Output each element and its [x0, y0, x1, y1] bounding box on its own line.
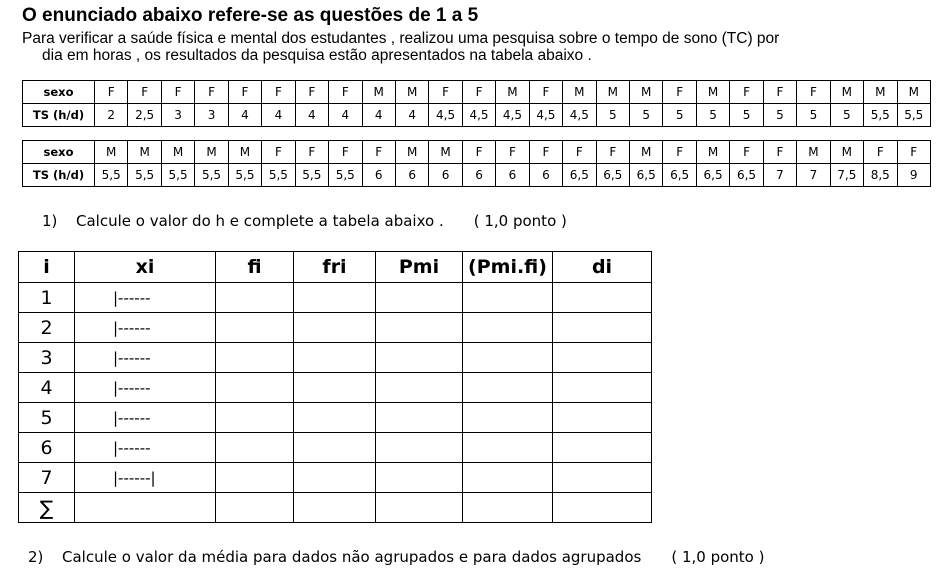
- blank-answer-cell: [216, 403, 294, 433]
- ts-cell: 4,5: [496, 104, 529, 127]
- question-2-number: 2): [28, 548, 44, 566]
- sexo-cell: F: [763, 81, 796, 104]
- ts-cell: 4,5: [462, 104, 495, 127]
- question-1-points: ( 1,0 ponto ): [473, 212, 567, 230]
- sleep-data-table-2: [22, 140, 931, 187]
- blank-answer-cell: [376, 403, 463, 433]
- sexo-cell: M: [95, 141, 128, 164]
- intro-line-2: dia em horas , os resultados da pesquisa estão apresentados na tabela abaixo .: [42, 47, 592, 64]
- sexo-cell: F: [864, 141, 897, 164]
- ts-cell: 2: [95, 104, 128, 127]
- blank-answer-cell: [553, 463, 652, 493]
- class-interval: |------: [75, 403, 216, 433]
- header-fri: fri: [294, 252, 376, 283]
- blank-sum-cell: [294, 493, 376, 523]
- class-interval: |------: [75, 433, 216, 463]
- blank-answer-cell: [216, 283, 294, 313]
- sexo-cell: M: [696, 141, 729, 164]
- blank-answer-cell: [376, 433, 463, 463]
- ts-cell: 5,5: [897, 104, 931, 127]
- blank-answer-cell: [553, 283, 652, 313]
- ts-cell: 4,5: [563, 104, 596, 127]
- ts-cell: 4: [362, 104, 395, 127]
- sexo-cell: M: [630, 81, 663, 104]
- blank-sum-cell: [463, 493, 553, 523]
- sexo-cell: F: [95, 81, 128, 104]
- ts-cell: 5,5: [195, 164, 228, 187]
- header-di: di: [553, 252, 652, 283]
- ts-cell: 6,5: [630, 164, 663, 187]
- blank-sum-cell: [75, 493, 216, 523]
- sexo-cell: F: [663, 141, 696, 164]
- class-index: 2: [19, 313, 75, 343]
- class-index: 7: [19, 463, 75, 493]
- sexo-cell: F: [730, 141, 763, 164]
- class-interval: |------: [75, 313, 216, 343]
- ts-cell: 5,5: [864, 104, 897, 127]
- ts-cell: 6,5: [663, 164, 696, 187]
- ts-cell: 6: [496, 164, 529, 187]
- sexo-cell: F: [262, 81, 295, 104]
- sexo-cell: M: [161, 141, 194, 164]
- sexo-cell: M: [596, 81, 629, 104]
- blank-answer-cell: [376, 343, 463, 373]
- ts-cell: 6,5: [596, 164, 629, 187]
- blank-answer-cell: [463, 283, 553, 313]
- sexo-cell: M: [228, 141, 261, 164]
- blank-answer-cell: [294, 433, 376, 463]
- ts-cell: 9: [897, 164, 931, 187]
- class-row: [19, 373, 652, 403]
- sexo-cell: F: [529, 141, 562, 164]
- sum-symbol: ∑: [19, 493, 75, 523]
- sexo-cell: F: [228, 81, 261, 104]
- blank-answer-cell: [553, 433, 652, 463]
- blank-answer-cell: [216, 463, 294, 493]
- blank-answer-cell: [216, 313, 294, 343]
- sexo-row: [23, 81, 931, 104]
- sexo-cell: F: [496, 141, 529, 164]
- sexo-cell: M: [797, 141, 830, 164]
- sexo-cell: F: [563, 141, 596, 164]
- class-row: [19, 313, 652, 343]
- sexo-cell: M: [897, 81, 931, 104]
- blank-answer-cell: [463, 373, 553, 403]
- ts-cell: 5,5: [128, 164, 161, 187]
- sexo-cell: F: [897, 141, 931, 164]
- sum-row: [19, 493, 652, 523]
- ts-cell: 5: [797, 104, 830, 127]
- frequency-table: [18, 251, 652, 523]
- question-2-text: Calcule o valor da média para dados não agrupados e para dados agrupados: [62, 548, 642, 566]
- class-row: [19, 463, 652, 493]
- sexo-label: sexo: [23, 141, 95, 164]
- sexo-cell: M: [362, 81, 395, 104]
- ts-cell: 5,5: [228, 164, 261, 187]
- sexo-cell: F: [797, 81, 830, 104]
- ts-cell: 5: [696, 104, 729, 127]
- sexo-row: [23, 141, 931, 164]
- ts-cell: 2,5: [128, 104, 161, 127]
- sexo-cell: M: [630, 141, 663, 164]
- sexo-cell: M: [429, 141, 462, 164]
- ts-cell: 4,5: [429, 104, 462, 127]
- sexo-cell: M: [830, 81, 863, 104]
- blank-answer-cell: [294, 343, 376, 373]
- ts-cell: 5: [663, 104, 696, 127]
- blank-answer-cell: [376, 373, 463, 403]
- header-i: i: [19, 252, 75, 283]
- blank-answer-cell: [463, 313, 553, 343]
- blank-sum-cell: [216, 493, 294, 523]
- blank-answer-cell: [463, 433, 553, 463]
- sexo-cell: F: [663, 81, 696, 104]
- sexo-cell: M: [395, 141, 428, 164]
- statement-intro: [22, 30, 927, 64]
- question-1: [42, 212, 567, 230]
- ts-cell: 5: [763, 104, 796, 127]
- blank-answer-cell: [463, 343, 553, 373]
- question-2: [28, 548, 764, 566]
- blank-answer-cell: [294, 373, 376, 403]
- ts-cell: 5,5: [161, 164, 194, 187]
- ts-cell: 7: [763, 164, 796, 187]
- blank-answer-cell: [216, 433, 294, 463]
- blank-answer-cell: [463, 403, 553, 433]
- ts-cell: 3: [195, 104, 228, 127]
- ts-cell: 6: [362, 164, 395, 187]
- sexo-cell: F: [295, 141, 328, 164]
- ts-cell: 6,5: [563, 164, 596, 187]
- frequency-table-header-row: [19, 252, 652, 283]
- blank-answer-cell: [294, 313, 376, 343]
- header-fi: fi: [216, 252, 294, 283]
- class-index: 3: [19, 343, 75, 373]
- class-row: [19, 433, 652, 463]
- blank-answer-cell: [216, 373, 294, 403]
- ts-cell: 6: [462, 164, 495, 187]
- ts-cell: 4: [262, 104, 295, 127]
- blank-answer-cell: [376, 283, 463, 313]
- blank-answer-cell: [553, 373, 652, 403]
- ts-cell: 5,5: [295, 164, 328, 187]
- sexo-cell: F: [128, 81, 161, 104]
- sexo-cell: F: [596, 141, 629, 164]
- sexo-cell: F: [329, 81, 362, 104]
- ts-cell: 4: [395, 104, 428, 127]
- ts-cell: 5: [830, 104, 863, 127]
- header-pmi: Pmi: [376, 252, 463, 283]
- sexo-cell: M: [696, 81, 729, 104]
- ts-cell: 4: [329, 104, 362, 127]
- ts-cell: 7,5: [830, 164, 863, 187]
- blank-answer-cell: [216, 343, 294, 373]
- blank-sum-cell: [376, 493, 463, 523]
- ts-cell: 6,5: [696, 164, 729, 187]
- blank-answer-cell: [376, 313, 463, 343]
- blank-answer-cell: [376, 463, 463, 493]
- ts-cell: 7: [797, 164, 830, 187]
- class-row: [19, 283, 652, 313]
- sexo-cell: M: [395, 81, 428, 104]
- ts-cell: 6: [429, 164, 462, 187]
- ts-cell: 5: [596, 104, 629, 127]
- class-index: 1: [19, 283, 75, 313]
- class-row: [19, 403, 652, 433]
- ts-row: [23, 164, 931, 187]
- ts-cell: 6: [529, 164, 562, 187]
- blank-answer-cell: [553, 313, 652, 343]
- ts-cell: 5: [630, 104, 663, 127]
- blank-answer-cell: [463, 463, 553, 493]
- blank-answer-cell: [553, 403, 652, 433]
- class-index: 4: [19, 373, 75, 403]
- sexo-cell: F: [462, 141, 495, 164]
- statement-title: O enunciado abaixo refere-se as questões de 1 a 5: [22, 5, 479, 26]
- sexo-cell: F: [763, 141, 796, 164]
- header-xi: xi: [75, 252, 216, 283]
- class-interval: |------: [75, 283, 216, 313]
- ts-cell: 6: [395, 164, 428, 187]
- ts-cell: 5,5: [329, 164, 362, 187]
- blank-sum-cell: [553, 493, 652, 523]
- sexo-cell: M: [563, 81, 596, 104]
- class-index: 6: [19, 433, 75, 463]
- question-1-text: Calcule o valor do h e complete a tabela abaixo .: [76, 212, 444, 230]
- class-interval: |------: [75, 343, 216, 373]
- sexo-cell: M: [195, 141, 228, 164]
- blank-answer-cell: [294, 463, 376, 493]
- class-interval: |------: [75, 373, 216, 403]
- class-index: 5: [19, 403, 75, 433]
- class-interval: |------|: [75, 463, 216, 493]
- sexo-cell: F: [295, 81, 328, 104]
- ts-cell: 4: [228, 104, 261, 127]
- sexo-cell: M: [128, 141, 161, 164]
- ts-label: TS (h/d): [23, 104, 95, 127]
- ts-cell: 4: [295, 104, 328, 127]
- ts-cell: 5,5: [262, 164, 295, 187]
- ts-cell: 5: [730, 104, 763, 127]
- sexo-cell: F: [529, 81, 562, 104]
- blank-answer-cell: [294, 403, 376, 433]
- ts-row: [23, 104, 931, 127]
- ts-cell: 4,5: [529, 104, 562, 127]
- question-2-points: ( 1,0 ponto ): [671, 548, 765, 566]
- sleep-data-table-1: [22, 80, 931, 127]
- ts-cell: 6,5: [730, 164, 763, 187]
- blank-answer-cell: [553, 343, 652, 373]
- intro-line-1: Para verificar a saúde física e mental dos estudantes , realizou uma pesquisa sobre o tempo de sono (TC) por: [22, 30, 780, 47]
- sexo-cell: M: [496, 81, 529, 104]
- ts-cell: 8,5: [864, 164, 897, 187]
- header-pmi-fi: (Pmi.fi): [463, 252, 553, 283]
- sexo-cell: F: [429, 81, 462, 104]
- sexo-cell: M: [864, 81, 897, 104]
- sexo-cell: F: [262, 141, 295, 164]
- ts-cell: 3: [161, 104, 194, 127]
- sexo-cell: F: [730, 81, 763, 104]
- sexo-cell: F: [195, 81, 228, 104]
- question-1-number: 1): [42, 212, 58, 230]
- sexo-cell: F: [329, 141, 362, 164]
- sexo-cell: M: [830, 141, 863, 164]
- class-row: [19, 343, 652, 373]
- sexo-cell: F: [362, 141, 395, 164]
- ts-label: TS (h/d): [23, 164, 95, 187]
- blank-answer-cell: [294, 283, 376, 313]
- sexo-label: sexo: [23, 81, 95, 104]
- sexo-cell: F: [462, 81, 495, 104]
- ts-cell: 5,5: [95, 164, 128, 187]
- sexo-cell: F: [161, 81, 194, 104]
